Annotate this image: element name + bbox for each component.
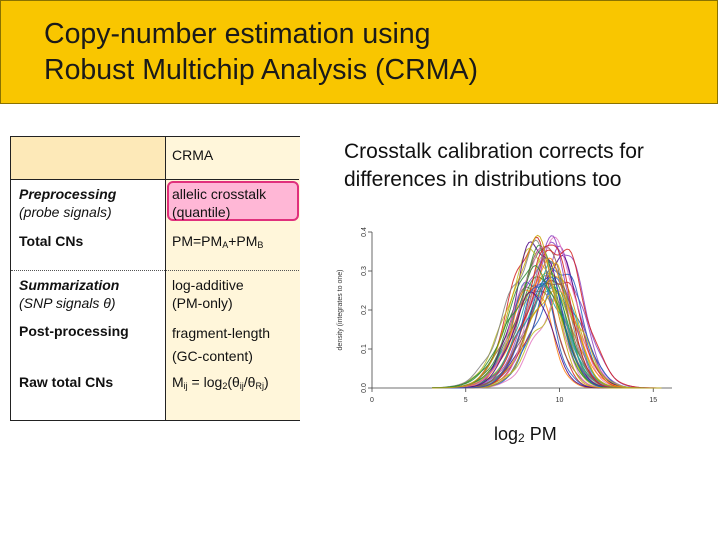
slide-title [44, 16, 478, 88]
title-line-1: Copy-number estimation using [44, 18, 431, 50]
density-curve [432, 285, 662, 388]
y-axis-label: density (integrates to one) [337, 269, 344, 351]
note-line-2: differences in distributions too [344, 168, 622, 191]
row-total-cns-step: Total CNs [19, 233, 84, 249]
row-summarization-step: Summarization (SNP signals θ) [19, 277, 120, 311]
row-preprocessing-method: allelic crosstalk (quantile) [172, 186, 267, 220]
density-curve [432, 277, 662, 388]
density-curve [432, 277, 662, 388]
density-curve [432, 278, 662, 389]
density-curve [432, 273, 662, 388]
crma-method-table [10, 136, 300, 421]
y-tick-label: 0.1 [361, 344, 368, 354]
density-plot [330, 222, 700, 418]
row-raw-total-cns-step: Raw total CNs [19, 374, 114, 390]
row-raw-total-cns-method: $M_{ij} = \log_2(\theta_{ij}/\theta_{Rj})$ [172, 374, 269, 391]
density-curve [432, 290, 662, 388]
density-curve [432, 285, 662, 389]
note-line-1: Crosstalk calibration corrects for [344, 140, 644, 163]
y-tick-label: 0.2 [361, 305, 368, 315]
title-line-2: Robust Multichip Analysis (CRMA) [44, 54, 478, 86]
x-tick-label: 10 [555, 397, 564, 404]
density-curve [432, 290, 662, 388]
density-curve [432, 286, 662, 388]
y-tick-label: 0.0 [361, 383, 368, 393]
row-preprocessing-step: Preprocessing (probe signals) [19, 186, 117, 220]
table-corner-cell [11, 137, 166, 179]
dotted-row-divider [11, 270, 299, 271]
x-tick-label: 15 [649, 397, 658, 404]
row-total-cns-method: $PM=PM_A+PM_B$ [172, 233, 264, 250]
row-post-processing-step: Post-processing [19, 323, 129, 339]
crosstalk-note [344, 138, 644, 194]
density-curve [432, 276, 662, 388]
density-curve [432, 235, 662, 388]
x-tick-label: 0 [370, 397, 374, 404]
y-tick-label: 0.4 [361, 227, 368, 237]
header-divider [11, 179, 299, 180]
density-curve [432, 287, 662, 388]
column-header-crma: CRMA [172, 147, 214, 163]
y-tick-label: 0.3 [361, 266, 368, 276]
plot-axes [372, 232, 672, 388]
row-summarization-method: log-additive (PM-only) [172, 277, 244, 311]
density-curve [432, 290, 662, 388]
x-axis-caption: $\log_2$ PM [494, 424, 557, 445]
row-post-processing-method: fragment-length (GC-content) [172, 325, 271, 364]
x-tick-label: 5 [463, 397, 468, 404]
